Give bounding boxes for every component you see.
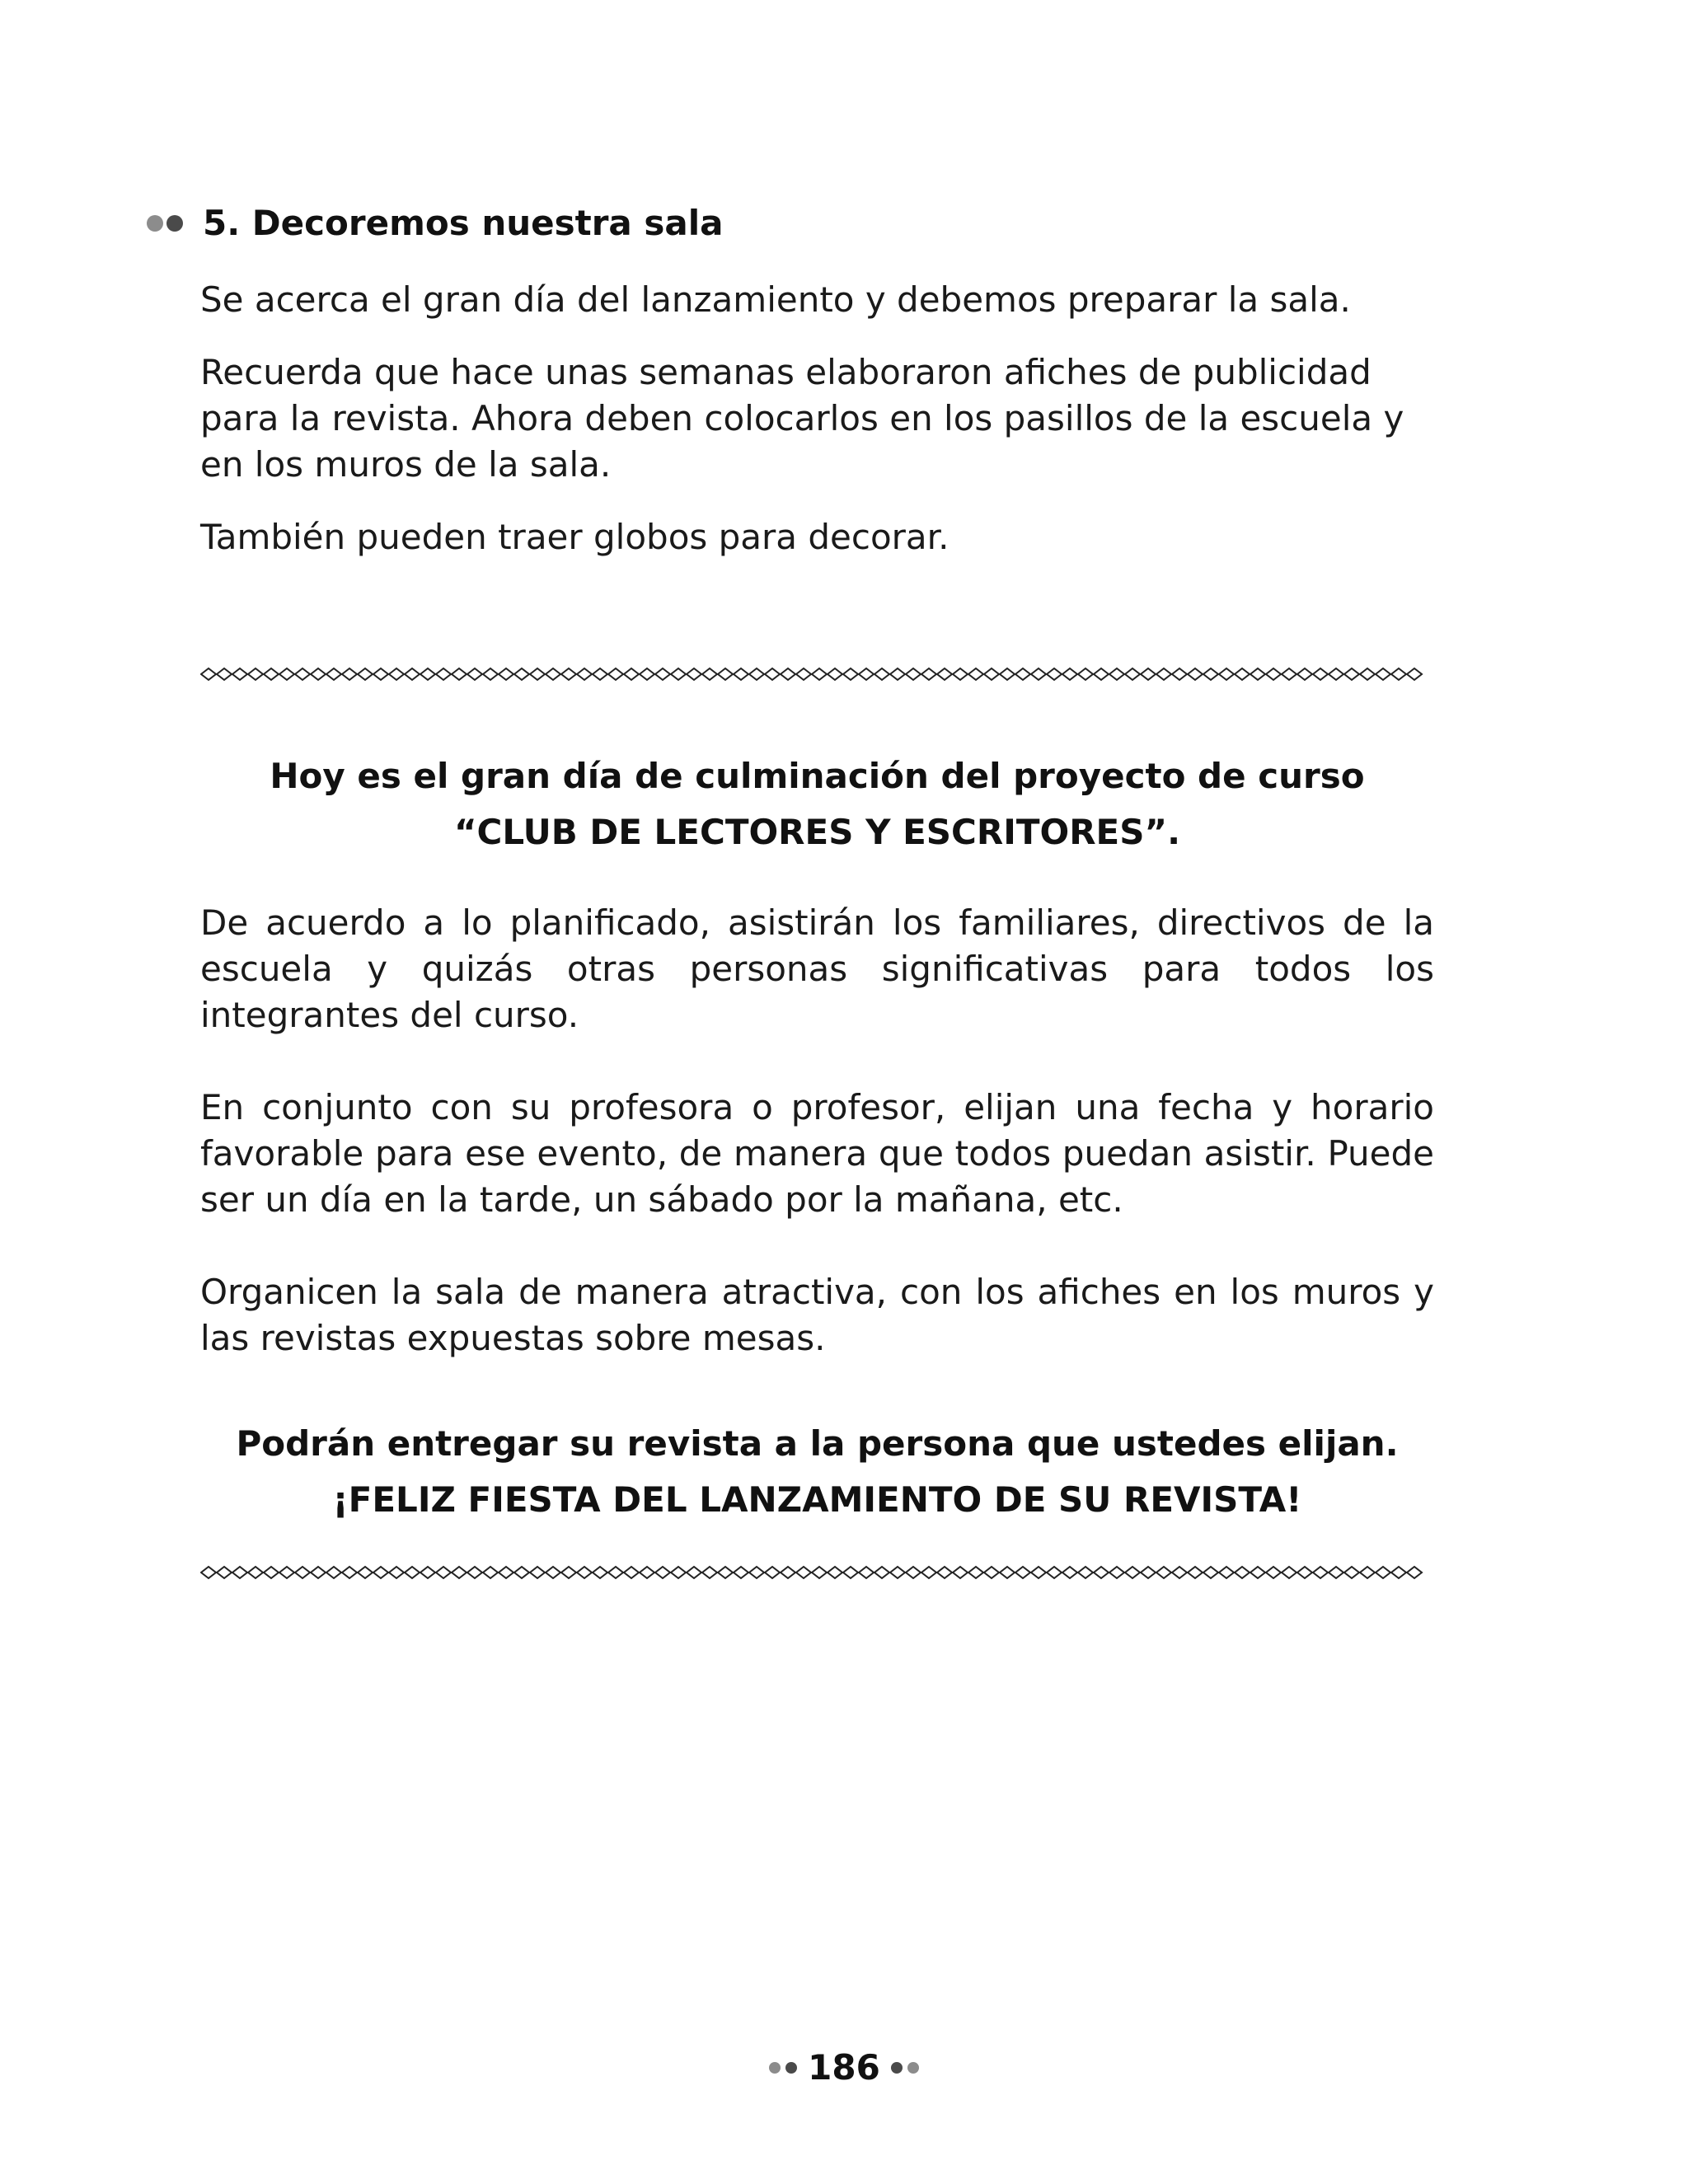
diamond-shape: [1094, 668, 1109, 680]
diamond-shape: [389, 1567, 404, 1578]
diamond-shape: [1219, 668, 1234, 680]
diamond-shape: [577, 1567, 592, 1578]
diamond-shape: [1344, 668, 1359, 680]
diamond-pattern-icon: [200, 1564, 1434, 1581]
diamond-shape: [859, 668, 874, 680]
diamond-shape: [405, 668, 420, 680]
diamond-shape: [467, 1567, 482, 1578]
diamond-shape: [499, 1567, 513, 1578]
diamond-shape: [201, 1567, 216, 1578]
footer-dot-icon: [769, 2062, 781, 2074]
closing-line: Podrán entregar su revista a la persona que ustedes elijan.: [236, 1423, 1399, 1464]
highlight-line: “CLUB DE LECTORES Y ESCRITORES”.: [453, 812, 1181, 852]
paragraph: Recuerda que hace unas semanas elaboraron afiches de publicidad para la revista. Ahora deben colocarlos en los pasillos de la escuela y en los muros de la sala.: [200, 352, 1404, 485]
diamond-shape: [1235, 1567, 1250, 1578]
diamond-shape: [436, 1567, 451, 1578]
diamond-shape: [264, 1567, 279, 1578]
page-footer: [0, 2047, 1688, 2088]
diamond-shape: [1031, 1567, 1046, 1578]
diamond-shape: [546, 1567, 560, 1578]
diamond-shape: [984, 668, 999, 680]
diamond-shape: [671, 1567, 686, 1578]
diamond-shape: [765, 1567, 780, 1578]
diamond-shape: [1250, 668, 1265, 680]
diamond-shape: [514, 668, 529, 680]
page-number: 186: [808, 2047, 880, 2088]
section-title: 5. Decoremos nuestra sala: [203, 203, 724, 243]
diamond-shape: [937, 1567, 952, 1578]
diamond-shape: [1203, 1567, 1218, 1578]
diamond-shape: [593, 1567, 607, 1578]
diamond-shape: [1109, 668, 1124, 680]
diamond-shape: [702, 668, 717, 680]
diamond-shape: [217, 668, 232, 680]
diamond-shape: [1313, 1567, 1328, 1578]
paragraph: En conjunto con su profesora o profesor, elijan una fecha y horario favorable para ese evento, de manera que todos puedan asistir. Puede ser un día en la tarde, un sábado por la mañana, etc.: [200, 1087, 1434, 1220]
diamond-shape: [812, 668, 827, 680]
diamond-shape: [1141, 1567, 1156, 1578]
diamond-shape: [968, 1567, 983, 1578]
diamond-shape: [514, 1567, 529, 1578]
diamond-shape: [843, 1567, 858, 1578]
diamond-shape: [874, 1567, 889, 1578]
diamond-shape: [687, 668, 701, 680]
diamond-shape: [1188, 668, 1203, 680]
diamond-shape: [734, 668, 748, 680]
diamond-shape: [279, 668, 294, 680]
diamond-shape: [279, 1567, 294, 1578]
bullet-dot-icon: [166, 215, 183, 232]
diamond-shape: [561, 1567, 576, 1578]
diamond-shape: [1376, 668, 1390, 680]
highlight-block: [200, 748, 1434, 860]
diamond-shape: [1062, 668, 1077, 680]
diamond-shape: [311, 668, 326, 680]
diamond-shape: [1282, 668, 1296, 680]
diamond-shape: [1391, 1567, 1406, 1578]
diamond-shape: [734, 1567, 748, 1578]
diamond-shape: [640, 1567, 654, 1578]
diamond-shape: [342, 1567, 357, 1578]
diamond-shape: [373, 668, 388, 680]
diamond-shape: [1031, 668, 1046, 680]
diamond-shape: [436, 668, 451, 680]
diamond-shape: [232, 1567, 247, 1578]
diamond-shape: [593, 668, 607, 680]
diamond-shape: [859, 1567, 874, 1578]
diamond-shape: [1329, 668, 1343, 680]
diamond-shape: [1266, 1567, 1281, 1578]
diamond-shape: [452, 668, 467, 680]
diamond-shape: [467, 668, 482, 680]
paragraph: De acuerdo a lo planificado, asistirán los familiares, directivos de la escuela y quizás otras personas significativas para todos los integrantes del curso.: [200, 902, 1434, 1035]
diamond-shape: [1282, 1567, 1296, 1578]
diamond-shape: [405, 1567, 420, 1578]
diamond-shape: [781, 1567, 795, 1578]
diamond-shape: [906, 668, 921, 680]
diamond-shape: [389, 668, 404, 680]
diamond-shape: [718, 668, 733, 680]
section-heading: [147, 203, 723, 243]
footer-dot-icon: [785, 2062, 797, 2074]
diamond-divider: [200, 1564, 1434, 1581]
diamond-shape: [890, 1567, 905, 1578]
diamond-shape: [201, 668, 216, 680]
diamond-shape: [608, 1567, 623, 1578]
diamond-shape: [1000, 1567, 1015, 1578]
diamond-shape: [1125, 1567, 1140, 1578]
diamond-shape: [1172, 1567, 1187, 1578]
diamond-shape: [1078, 668, 1093, 680]
diamond-shape: [1391, 668, 1406, 680]
diamond-shape: [1203, 668, 1218, 680]
diamond-shape: [530, 668, 545, 680]
diamond-shape: [765, 668, 780, 680]
diamond-shape: [1188, 1567, 1203, 1578]
diamond-shape: [1141, 668, 1156, 680]
diamond-shape: [295, 668, 310, 680]
diamond-shape: [687, 1567, 701, 1578]
diamond-shape: [640, 668, 654, 680]
highlight-line: Hoy es el gran día de culminación del proyecto de curso: [270, 756, 1365, 796]
diamond-shape: [326, 1567, 341, 1578]
diamond-shape: [1047, 1567, 1062, 1578]
bullet-dot-icon: [147, 215, 163, 232]
footer-dot-icon: [891, 2062, 903, 2074]
diamond-shape: [1250, 1567, 1265, 1578]
diamond-shape: [452, 1567, 467, 1578]
heading-bullets-icon: [147, 215, 186, 232]
diamond-pattern-icon: [200, 666, 1434, 682]
diamond-shape: [295, 1567, 310, 1578]
diamond-shape: [1360, 1567, 1375, 1578]
diamond-shape: [1078, 1567, 1093, 1578]
diamond-shape: [483, 668, 498, 680]
diamond-shape: [781, 668, 795, 680]
diamond-shape: [1172, 668, 1187, 680]
diamond-shape: [326, 668, 341, 680]
diamond-shape: [1376, 1567, 1390, 1578]
diamond-shape: [828, 668, 842, 680]
diamond-shape: [937, 668, 952, 680]
diamond-shape: [420, 668, 435, 680]
diamond-shape: [624, 1567, 639, 1578]
diamond-shape: [1109, 1567, 1124, 1578]
diamond-shape: [577, 668, 592, 680]
diamond-shape: [921, 1567, 936, 1578]
diamond-shape: [1360, 668, 1375, 680]
diamond-shape: [248, 668, 263, 680]
paragraph: También pueden traer globos para decorar.: [200, 517, 950, 557]
diamond-shape: [1235, 668, 1250, 680]
diamond-shape: [890, 668, 905, 680]
diamond-shape: [1015, 1567, 1030, 1578]
diamond-shape: [1015, 668, 1030, 680]
diamond-shape: [373, 1567, 388, 1578]
diamond-shape: [984, 1567, 999, 1578]
diamond-shape: [1297, 1567, 1312, 1578]
diamond-shape: [749, 1567, 764, 1578]
diamond-shape: [921, 668, 936, 680]
diamond-shape: [420, 1567, 435, 1578]
diamond-shape: [624, 668, 639, 680]
diamond-shape: [953, 668, 968, 680]
instructions-body: [200, 900, 1434, 1388]
diamond-shape: [1407, 668, 1422, 680]
paragraph: Se acerca el gran día del lanzamiento y debemos preparar la sala.: [200, 279, 1351, 320]
diamond-shape: [655, 1567, 670, 1578]
diamond-shape: [655, 668, 670, 680]
diamond-shape: [671, 668, 686, 680]
diamond-shape: [358, 668, 373, 680]
diamond-shape: [342, 668, 357, 680]
diamond-shape: [843, 668, 858, 680]
diamond-shape: [906, 1567, 921, 1578]
footer-dot-icon: [907, 2062, 919, 2074]
diamond-shape: [1125, 668, 1140, 680]
diamond-shape: [1297, 668, 1312, 680]
diamond-shape: [264, 668, 279, 680]
diamond-shape: [561, 668, 576, 680]
diamond-shape: [953, 1567, 968, 1578]
diamond-shape: [232, 668, 247, 680]
diamond-shape: [828, 1567, 842, 1578]
diamond-shape: [358, 1567, 373, 1578]
paragraph: Organicen la sala de manera atractiva, con los afiches en los muros y las revistas expuestas sobre mesas.: [200, 1272, 1434, 1358]
diamond-shape: [718, 1567, 733, 1578]
closing-block: [200, 1416, 1434, 1528]
diamond-shape: [217, 1567, 232, 1578]
diamond-shape: [546, 668, 560, 680]
diamond-divider: [200, 666, 1434, 682]
diamond-shape: [1000, 668, 1015, 680]
diamond-shape: [702, 1567, 717, 1578]
diamond-shape: [483, 1567, 498, 1578]
diamond-shape: [874, 668, 889, 680]
diamond-shape: [749, 668, 764, 680]
diamond-shape: [812, 1567, 827, 1578]
diamond-shape: [1329, 1567, 1343, 1578]
diamond-shape: [1266, 668, 1281, 680]
diamond-shape: [1094, 1567, 1109, 1578]
diamond-shape: [530, 1567, 545, 1578]
diamond-shape: [248, 1567, 263, 1578]
diamond-shape: [499, 668, 513, 680]
diamond-shape: [1156, 1567, 1171, 1578]
closing-line: ¡FELIZ FIESTA DEL LANZAMIENTO DE SU REVISTA!: [332, 1479, 1302, 1520]
diamond-shape: [1156, 668, 1171, 680]
diamond-shape: [1062, 1567, 1077, 1578]
diamond-shape: [1344, 1567, 1359, 1578]
section-body: [200, 277, 1434, 587]
diamond-shape: [1219, 1567, 1234, 1578]
diamond-shape: [796, 1567, 811, 1578]
diamond-shape: [1047, 668, 1062, 680]
diamond-shape: [311, 1567, 326, 1578]
diamond-shape: [968, 668, 983, 680]
diamond-shape: [796, 668, 811, 680]
diamond-shape: [1313, 668, 1328, 680]
diamond-shape: [1407, 1567, 1422, 1578]
diamond-shape: [608, 668, 623, 680]
